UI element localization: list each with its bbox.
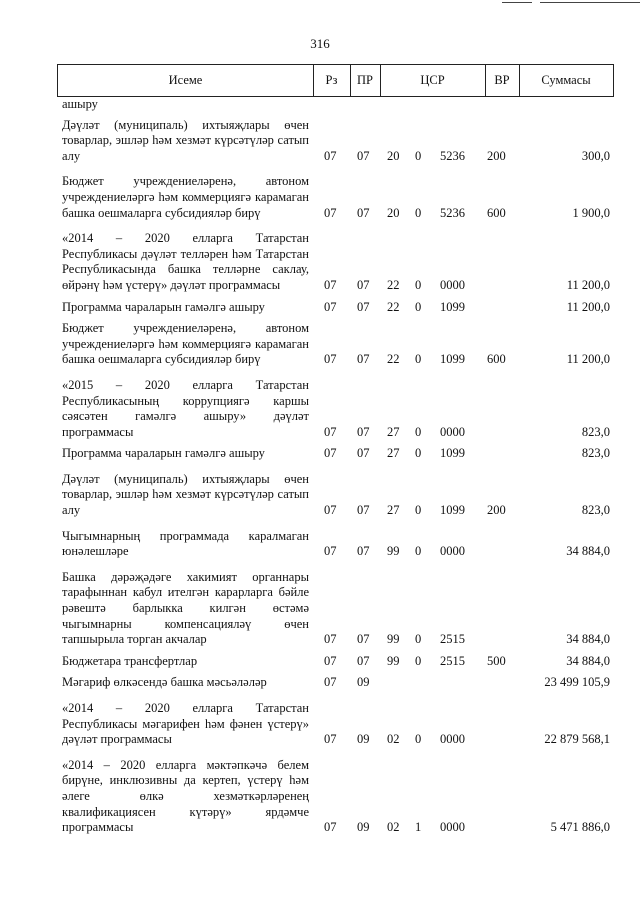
cell-csr-program: 99 (387, 544, 400, 559)
cell-csr-direction: 5236 (440, 148, 465, 163)
table-row (57, 654, 617, 670)
cell-csr-subprogram: 0 (415, 148, 422, 163)
table-row (57, 529, 617, 560)
cell-sum: 823,0 (581, 503, 610, 518)
cell-csr-subprogram: 0 (415, 732, 422, 747)
cell-rz: 07 (324, 503, 337, 518)
cell-rz: 07 (324, 148, 337, 163)
cell-pr: 09 (357, 820, 370, 835)
cell-csr-program: 99 (387, 632, 400, 647)
cell-sum: 34 884,0 (566, 544, 610, 559)
cell-csr-subprogram: 0 (415, 205, 422, 220)
header-csr: ЦСР (420, 73, 445, 87)
cell-pr: 07 (357, 446, 370, 461)
cell-csr-program: 22 (387, 352, 400, 367)
table-row (57, 446, 617, 462)
cell-rz: 07 (324, 653, 337, 668)
table-row (57, 570, 617, 648)
cell-vr: 200 (487, 503, 506, 518)
cell-csr-direction: 1099 (440, 299, 465, 314)
cell-vr: 600 (487, 205, 506, 220)
cell-csr-subprogram: 0 (415, 299, 422, 314)
table-row (57, 231, 617, 293)
cell-csr-program: 20 (387, 205, 400, 220)
cell-sum: 11 200,0 (566, 352, 610, 367)
cell-csr-program: 27 (387, 503, 400, 518)
cell-csr-direction: 0000 (440, 732, 465, 747)
cell-rz: 07 (324, 424, 337, 439)
cell-pr: 07 (357, 148, 370, 163)
header-sum: Суммасы (541, 73, 591, 87)
row-description: Дәүләт (муниципаль) ихтыяҗлары өчен товарлар, эшләр һәм хезмәт күрсәтүләр сатып алу (62, 117, 309, 163)
cell-csr-program: 27 (387, 446, 400, 461)
cell-csr-direction: 2515 (440, 632, 465, 647)
row-description: Программа чараларын гамәлгә ашыру (62, 299, 265, 314)
table-row (57, 174, 617, 221)
cell-rz: 07 (324, 632, 337, 647)
cell-pr: 09 (357, 732, 370, 747)
cell-csr-subprogram: 0 (415, 544, 422, 559)
cell-csr-direction: 0000 (440, 277, 465, 292)
row-description: Дәүләт (муниципаль) ихтыяҗлары өчен товарлар, эшләр һәм хезмәт күрсәтүләр сатып алу (62, 471, 309, 518)
cell-csr-subprogram: 0 (415, 446, 422, 461)
cell-csr-subprogram: 0 (415, 632, 422, 647)
table-row (57, 675, 617, 691)
cell-csr-subprogram: 0 (415, 352, 422, 367)
cell-rz: 07 (324, 205, 337, 220)
table-row (57, 758, 617, 836)
cell-csr-direction: 5236 (440, 205, 465, 220)
cell-csr-subprogram: 0 (415, 503, 422, 518)
cell-sum: 1 900,0 (572, 205, 610, 220)
cell-sum: 300,0 (581, 148, 610, 163)
table-row (57, 378, 617, 440)
cell-csr-program: 02 (387, 820, 400, 835)
cell-rz: 07 (324, 820, 337, 835)
cell-csr-program: 22 (387, 299, 400, 314)
row-description: Бюджет учреждениеләренә, автоном учреждениеләргә һәм коммерциягә карамаган башка оешмаларга субсидияләр бирү (62, 174, 309, 220)
row-description: Программа чараларын гамәлгә ашыру (62, 446, 265, 461)
cell-pr: 07 (357, 277, 370, 292)
header-pr: ПР (357, 73, 373, 87)
cell-pr: 07 (357, 544, 370, 559)
row-description: Бюджетара трансфертлар (62, 653, 198, 668)
table-row (57, 97, 617, 113)
cell-sum: 823,0 (581, 424, 610, 439)
row-description: Мәгариф өлкәсендә башка мәсьәләләр (62, 675, 267, 690)
cell-csr-program: 99 (387, 653, 400, 668)
cell-rz: 07 (324, 277, 337, 292)
cell-csr-program: 02 (387, 732, 400, 747)
cell-csr-direction: 2515 (440, 653, 465, 668)
cell-vr: 200 (487, 148, 506, 163)
table-row (57, 300, 617, 316)
cell-csr-subprogram: 0 (415, 653, 422, 668)
row-description: Чыгымнарның программада каралмаган юнәлешләре (62, 528, 309, 559)
cell-csr-direction: 0000 (440, 820, 465, 835)
top-rule-right (540, 2, 640, 3)
cell-sum: 22 879 568,1 (544, 732, 610, 747)
cell-pr: 07 (357, 632, 370, 647)
cell-vr: 500 (487, 653, 506, 668)
cell-sum: 23 499 105,9 (544, 675, 610, 690)
cell-rz: 07 (324, 544, 337, 559)
cell-pr: 07 (357, 424, 370, 439)
row-description: «2015 – 2020 елларга Татарстан Республикасының коррупциягә каршы сәясәтен гамәлгә ашыру» дәүләт программасы (62, 377, 309, 439)
cell-sum: 34 884,0 (566, 653, 610, 668)
cell-csr-subprogram: 0 (415, 424, 422, 439)
cell-pr: 07 (357, 352, 370, 367)
cell-rz: 07 (324, 299, 337, 314)
cell-csr-direction: 0000 (440, 424, 465, 439)
cell-pr: 07 (357, 205, 370, 220)
cell-pr: 07 (357, 299, 370, 314)
row-description: Башка дәрәҗәдәге хакимият органнары тарафыннан кабул ителгән карарларга бәйле рәвештә барлыкка килгән өстәмә чыгымнарны компенсацияләү өчен тапшырыла торган акчалар (62, 569, 309, 647)
table-row (57, 472, 617, 519)
cell-vr: 600 (487, 352, 506, 367)
cell-sum: 5 471 886,0 (550, 820, 610, 835)
cell-csr-direction: 1099 (440, 446, 465, 461)
cell-csr-program: 27 (387, 424, 400, 439)
header-vr: ВР (494, 73, 510, 87)
cell-sum: 11 200,0 (566, 277, 610, 292)
cell-rz: 07 (324, 732, 337, 747)
table-row (57, 701, 617, 748)
cell-csr-direction: 0000 (440, 544, 465, 559)
cell-csr-direction: 1099 (440, 352, 465, 367)
cell-pr: 07 (357, 503, 370, 518)
cell-pr: 09 (357, 675, 370, 690)
table-header (57, 64, 614, 97)
row-description: Бюджет учреждениеләренә, автоном учреждениеләргә һәм коммерциягә карамаган башка оешмаларга субсидияләр бирү (62, 321, 309, 367)
cell-sum: 11 200,0 (566, 299, 610, 314)
cell-rz: 07 (324, 446, 337, 461)
row-description: «2014 – 2020 елларга мәктәпкәчә белем бирүне, инклюзивны да кертеп, үстерү һәм әлеге өлкә хезмәткәрләренең квалификациясен күтәрү» ярдәмче программасы (62, 757, 309, 835)
row-description: ашыру (62, 97, 98, 111)
cell-pr: 07 (357, 653, 370, 668)
cell-rz: 07 (324, 675, 337, 690)
table-row (57, 118, 617, 165)
header-rz: Рз (325, 73, 338, 87)
table-body (57, 97, 617, 836)
cell-rz: 07 (324, 352, 337, 367)
cell-sum: 823,0 (581, 446, 610, 461)
cell-csr-program: 20 (387, 148, 400, 163)
row-description: «2014 – 2020 елларга Татарстан Республикасы мәгарифен һәм фәнен үстерү» дәүләт программасы (62, 701, 309, 747)
top-rule-left (502, 2, 532, 3)
cell-sum: 34 884,0 (566, 632, 610, 647)
cell-csr-direction: 1099 (440, 503, 465, 518)
header-name: Исеме (168, 73, 203, 87)
cell-csr-program: 22 (387, 277, 400, 292)
table-row (57, 321, 617, 368)
cell-csr-subprogram: 1 (415, 820, 422, 835)
page-number: 316 (310, 36, 330, 51)
cell-csr-subprogram: 0 (415, 277, 422, 292)
row-description: «2014 – 2020 елларга Татарстан Республикасы дәүләт телләрен һәм Татарстан Республикасында башка телләрне саклау, өйрәнү һәм үстерү» дәүләт программасы (62, 231, 309, 292)
